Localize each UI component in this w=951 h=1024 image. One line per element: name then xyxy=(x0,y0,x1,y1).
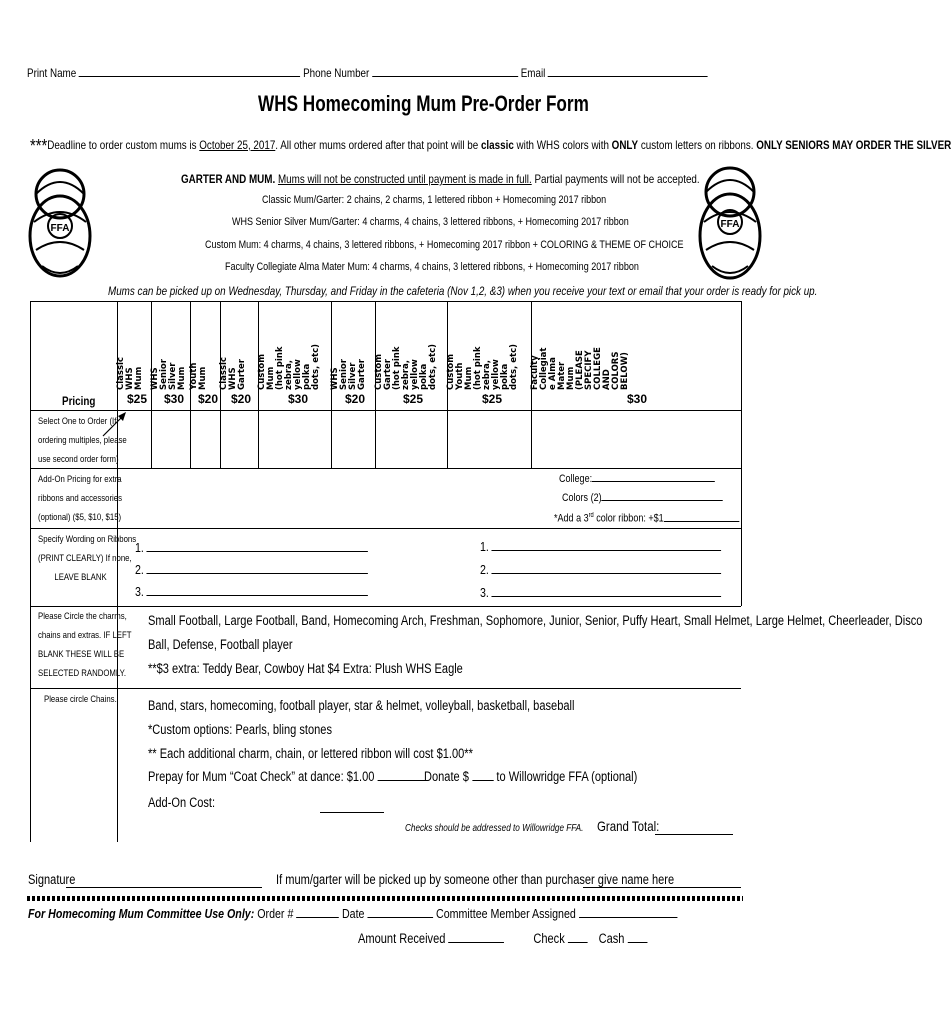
col-header-faculty-mum: Faculty Collegiat e Alma Mater Mum (PLEASE SPECIFY COLLEGE AND COLORS BELOW) xyxy=(530,347,630,390)
price-faculty-mum: $30 xyxy=(627,392,648,406)
phone-field[interactable] xyxy=(372,76,518,77)
price-classic-whs-mum: $25 xyxy=(127,392,148,406)
select-cell-youth-mum[interactable] xyxy=(191,411,220,468)
chains-list[interactable]: Band, stars, homecoming, football player, star & helmet, volleyball, basketball, baseball *Custom options: Pearls, bling stones ** Each additional charm, chain, or lettered ribbon will cost $1.00** xyxy=(148,698,575,761)
grand-total-field[interactable] xyxy=(655,834,733,835)
select-label: Select One to Order (If ordering multiples, please use second order form) xyxy=(38,416,127,465)
ribbon-3-left-field[interactable] xyxy=(147,595,368,596)
check-field[interactable] xyxy=(568,942,588,943)
select-cell-classic-whs-mum[interactable] xyxy=(118,411,151,468)
print-name-field[interactable] xyxy=(79,76,300,77)
colors-field[interactable]: Colors (2) xyxy=(562,492,723,504)
committee-member-field[interactable] xyxy=(579,917,677,918)
row-line xyxy=(30,468,741,469)
header-line xyxy=(27,66,708,80)
desc-senior: WHS Senior Silver Mum/Garter: 4 charms, 4 chains, 3 lettered ribbons, + Homecoming 2017 ribbon xyxy=(232,216,629,228)
amount-line: Amount Received Check Cash xyxy=(358,931,647,946)
committee-line: For Homecoming Mum Committee Use Only: Order # Date Committee Member Assigned xyxy=(28,906,677,921)
select-cell-senior-silver-mum[interactable] xyxy=(152,411,190,468)
print-name-label: Print Name xyxy=(27,66,77,80)
wording-label: Specify Wording on Ribbons (PRINT CLEARLY) If none, LEAVE BLANK xyxy=(38,534,137,583)
email-label: Email xyxy=(520,66,546,80)
deadline-text: ***Deadline to order custom mums is October 25, 2017. All other mums ordered after that point will be classic with WHS colors with ONLY custom letters on ribbons. ONLY SENIORS MAY ORDER THE SILVER xyxy=(30,136,951,156)
charms-label: Please Circle the charms, chains and extras. IF LEFT BLANK THESE WILL BE SELECTED RANDOMLY. xyxy=(38,611,132,679)
col-header-custom-mum: Custom Mum (hot pink zebra, yellow polka dots, etc) xyxy=(257,344,321,390)
order-number-field[interactable] xyxy=(296,917,339,918)
table-left-line xyxy=(30,301,31,842)
col-header-senior-silver-garter: WHS Senior Silver Garter xyxy=(330,359,367,390)
col-header-youth-mum: Youth Mum xyxy=(189,362,208,390)
svg-text:FFA: FFA xyxy=(50,223,70,234)
pickup-note: Mums can be picked up on Wednesday, Thursday, and Friday in the cafeteria (Nov 1,2, &3) when you receive your text or email that your order is ready for pick up. xyxy=(108,284,818,298)
pricing-label: Pricing xyxy=(62,394,96,408)
table-top-line xyxy=(30,301,741,302)
row-line xyxy=(30,528,741,529)
amount-received-field[interactable] xyxy=(448,942,504,943)
col-header-senior-silver-mum: WHS Senior Silver Mum xyxy=(150,359,187,390)
dotted-divider xyxy=(27,896,743,901)
table-right-line xyxy=(741,301,742,606)
signature-label: Signature xyxy=(28,872,76,887)
col-header-classic-garter: Classic WHS Garter xyxy=(219,357,247,390)
wording-right-lines: 1. 2. 3. xyxy=(480,535,721,604)
col-header-classic-whs-mum: Classic WHS Mum xyxy=(116,357,144,390)
email-field[interactable] xyxy=(548,76,708,77)
donate-field[interactable]: Donate $ to Willowridge FFA (optional) xyxy=(424,769,638,784)
pickup-other-field[interactable] xyxy=(583,887,741,888)
prepay-field[interactable]: Prepay for Mum “Coat Check” at dance: $1.00 xyxy=(148,769,428,784)
ribbon-2-left-field[interactable] xyxy=(147,573,368,574)
price-senior-silver-garter: $20 xyxy=(345,392,366,406)
third-color-field[interactable]: *Add a 3rd color ribbon: +$1 xyxy=(554,512,739,525)
price-custom-mum: $30 xyxy=(288,392,309,406)
signature-field[interactable] xyxy=(66,887,262,888)
row-line xyxy=(30,606,741,607)
ffa-emblem-right-icon xyxy=(694,160,766,292)
price-youth-mum: $20 xyxy=(198,392,219,406)
charms-list[interactable]: Small Football, Large Football, Band, Homecoming Arch, Freshman, Sophomore, Junior, Senior, Puffy Heart, Small Helmet, Large Helmet, Cheerleader, Disco Ball, Defense, Football player **$3 extra: Teddy Bear, Cowboy Hat $4 Extra: Plush WHS Eagle xyxy=(148,613,923,676)
cash-field[interactable] xyxy=(628,942,648,943)
select-cell-classic-garter[interactable] xyxy=(221,411,258,468)
price-custom-youth-mum: $25 xyxy=(482,392,503,406)
chains-label: Please circle Chains. xyxy=(44,694,117,705)
select-cell-custom-youth-mum[interactable] xyxy=(448,411,531,468)
deadline-line-2: GARTER AND MUM. Mums will not be constructed until payment is made in full. Partial payments will not be accepted. xyxy=(181,172,700,186)
addon-cost-field[interactable] xyxy=(320,812,384,813)
date-field[interactable] xyxy=(367,917,433,918)
price-senior-silver-mum: $30 xyxy=(164,392,185,406)
page-title: WHS Homecoming Mum Pre-Order Form xyxy=(258,91,589,116)
checks-note: Checks should be addressed to Willowridge FFA. xyxy=(405,823,584,834)
ribbon-2-right-field[interactable] xyxy=(492,573,722,574)
select-cell-custom-mum[interactable] xyxy=(259,411,331,468)
ribbon-3-right-field[interactable] xyxy=(492,596,722,597)
pickup-other-label: If mum/garter will be picked up by someone other than purchaser give name here xyxy=(276,872,675,887)
phone-label: Phone Number xyxy=(303,66,370,80)
col-header-custom-garter: Custom Garter (hot pink zebra, yellow polka dots, etc) xyxy=(374,344,438,390)
ffa-emblem-left-icon xyxy=(24,162,96,292)
addon-cost-label: Add-On Cost: xyxy=(148,795,216,810)
col-header-custom-youth-mum: Custom Youth Mum (hot pink zebra, yellow polka dots, etc) xyxy=(446,344,519,390)
desc-classic: Classic Mum/Garter: 2 chains, 2 charms, 1 lettered ribbon + Homecoming 2017 ribbon xyxy=(262,194,607,206)
college-field[interactable]: College: xyxy=(559,473,715,485)
addon-label: Add-On Pricing for extra ribbons and accessories (optional) ($5, $10, $15) xyxy=(38,474,123,523)
price-custom-garter: $25 xyxy=(403,392,424,406)
select-cell-faculty-mum[interactable] xyxy=(532,411,741,468)
select-cell-senior-silver-garter[interactable] xyxy=(332,411,375,468)
price-classic-garter: $20 xyxy=(231,392,252,406)
svg-text:FFA: FFA xyxy=(720,219,740,230)
wording-left-lines: 1. 2. 3. xyxy=(135,537,368,603)
grand-total-label: Grand Total: xyxy=(597,818,660,834)
desc-faculty: Faculty Collegiate Alma Mater Mum: 4 charms, 4 chains, 3 lettered ribbons, + Homecoming 2017 ribbon xyxy=(225,261,639,273)
desc-custom: Custom Mum: 4 charms, 4 chains, 3 lettered ribbons, + Homecoming 2017 ribbon + COLORING & THEME OF CHOICE xyxy=(205,239,684,251)
ribbon-1-left-field[interactable] xyxy=(147,551,368,552)
ribbon-1-right-field[interactable] xyxy=(492,550,722,551)
select-cell-custom-garter[interactable] xyxy=(376,411,447,468)
row-line xyxy=(30,688,741,689)
